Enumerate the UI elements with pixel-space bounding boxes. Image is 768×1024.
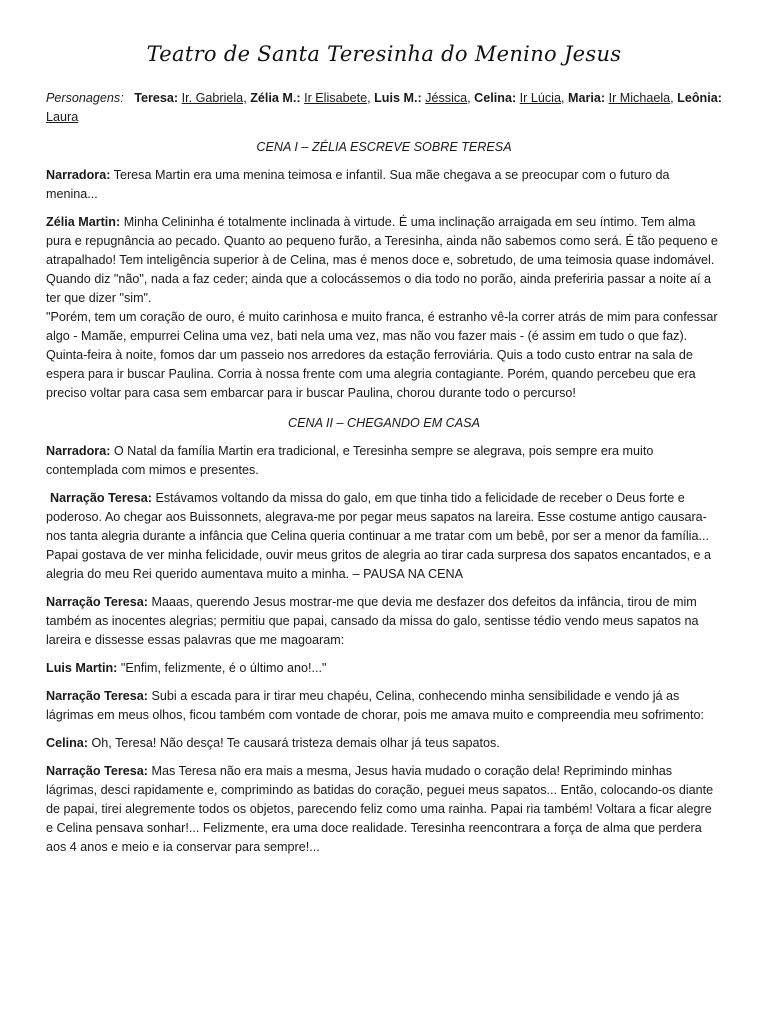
dialogue-text: Oh, Teresa! Não desça! Te causará tristeza demais olhar já teus sapatos.	[91, 736, 500, 750]
scene-2-heading: CENA II – CHEGANDO EM CASA	[288, 416, 480, 430]
speaker-name: Narração Teresa:	[46, 595, 148, 609]
dialogue-paragraph	[46, 593, 722, 650]
cast-list	[46, 89, 722, 127]
cast-separator: ,	[367, 91, 375, 105]
dialogue-text: "Enfim, felizmente, é o último ano!..."	[120, 661, 327, 675]
speaker-name: Zélia Martin:	[46, 215, 121, 229]
dialogue-text: Mas Teresa não era mais a mesma, Jesus havia mudado o coração dela! Reprimindo minhas lágrimas, desci rapidamente e, comprimindo as batidas do coração, peguei meus sapatos... Então, colocando-os diante de papai, tirei alegremente todos os objetos, parecendo feliz como uma rainha. Papai ria também! Voltara a ficar alegre e Celina pensava sonhar!... Felizmente, era uma doce realidade. Teresinha reencontrara a força de alma que perdera aos 4 anos e meio e ia conservar para sempre!...	[46, 764, 714, 854]
speaker-name: Narradora:	[46, 444, 111, 458]
cast-role: Leônia:	[677, 91, 722, 105]
dialogue-text: Maaas, querendo Jesus mostrar-me que devia me desfazer dos defeitos da infância, tirou de mim também as inocentes alegrias; permitiu que papai, cansado da missa do galo, sentisse tédio vendo meus sapatos na lareira e dissesse essas palavras que me magoaram:	[46, 595, 699, 647]
cast-actor: Ir Michaela	[608, 91, 671, 105]
cast-actor: Ir Elisabete	[304, 91, 368, 105]
dialogue-paragraph	[46, 659, 722, 678]
speaker-name: Narração Teresa:	[46, 689, 148, 703]
cast-actor: Laura	[46, 110, 79, 124]
dialogue-paragraph	[46, 489, 722, 584]
dialogue-paragraph	[46, 166, 722, 204]
speaker-name: Narração Teresa:	[46, 764, 148, 778]
dialogue-text: Estávamos voltando da missa do galo, em que tinha tido a felicidade de receber o Deus forte e poderoso. Ao chegar aos Buissonnets, alegrava-me por pegar meus sapatos na lareira. Esse costume antigo causara-nos tanta alegria durante a infância que Celina queria continuar a me tratar com um bebê, por ser a menor da família... Papai gostava de ver minha felicidade, ouvir meus gritos de alegria ao tirar cada surpresa dos sapatos encantados, e a alegria do meu Rei querido aumentava muito a minha. – PAUSA NA CENA	[46, 491, 712, 581]
dialogue-text: Minha Celininha é totalmente inclinada à virtude. É uma inclinação arraigada em seu íntimo. Tem alma pura e repugnância ao pecado. Quanto ao pequeno furão, a Teresinha, ainda não sabemos como será. É tão pequeno e atrapalhado! Tem inteligência superior à de Celina, mas é menos doce e, sobretudo, de uma teimosia quase indomável. Quando diz "não", nada a faz ceder; ainda que a colocássemos o dia todo no porão, ainda preferiria passar a noite aí a ter que dizer "sim".	[46, 215, 718, 305]
speaker-name: Celina:	[46, 736, 88, 750]
speaker-name: Narração Teresa:	[50, 491, 152, 505]
cast-actor: Jéssica	[425, 91, 468, 105]
dialogue-paragraph	[46, 687, 722, 725]
dialogue-paragraph	[46, 308, 722, 403]
dialogue-paragraph	[46, 213, 722, 308]
cast-role: Celina:	[474, 91, 517, 105]
dialogue-text: O Natal da família Martin era tradicional, e Teresinha sempre se alegrava, pois sempre era muito contemplada com mimos e presentes.	[46, 444, 654, 477]
cast-actor: Ir. Gabriela,	[181, 91, 247, 105]
dialogue-paragraph	[46, 762, 722, 857]
speaker-name: Luis Martin:	[46, 661, 118, 675]
cast-role: Teresa:	[134, 91, 179, 105]
cast-role: Luis M.:	[374, 91, 422, 105]
scene-2-body	[46, 442, 722, 857]
cast-separator: ,	[670, 91, 674, 105]
dialogue-text: Teresa Martin era uma menina teimosa e infantil. Sua mãe chegava a se preocupar com o futuro da menina...	[46, 168, 670, 201]
cast-label: Personagens:	[46, 91, 124, 105]
dialogue-text: "Porém, tem um coração de ouro, é muito carinhosa e muito franca, é estranho vê-la correr atrás de mim para confessar algo - Mamãe, empurrei Celina uma vez, bati nela uma vez, mas não vou fazer mais - (é assim em tudo o que faz). Quinta-feira à noite, fomos dar um passeio nos arredores da estação ferroviária. Quis a todo custo entrar na sala de espera para ir buscar Paulina. Corria à nossa frente com uma alegria contagiante. Porém, quando percebeu que era preciso voltar para casa sem embarcar para ir buscar Paulina, chorou durante todo o percurso!	[46, 310, 718, 400]
dialogue-text: Subi a escada para ir tirar meu chapéu, Celina, conhecendo minha sensibilidade e vendo já as lágrimas em meus olhos, ficou também com vontade de chorar, pois me amava muito e compreendia meu sofrimento:	[46, 689, 704, 722]
speaker-name: Narradora:	[46, 168, 111, 182]
document-page	[46, 0, 722, 866]
cast-separator: ,	[467, 91, 475, 105]
cast-separator: ,	[560, 91, 568, 105]
document-title: Teatro de Santa Teresinha do Menino Jesus	[146, 42, 622, 66]
cast-role: Zélia M.:	[250, 91, 301, 105]
scene-1-body	[46, 166, 722, 403]
dialogue-paragraph	[46, 442, 722, 480]
cast-role: Maria:	[567, 91, 606, 105]
dialogue-paragraph	[46, 734, 722, 753]
scene-1-heading: CENA I – ZÉLIA ESCREVE SOBRE TERESA	[256, 140, 512, 154]
cast-actor: Ir Lúcia	[519, 91, 561, 105]
